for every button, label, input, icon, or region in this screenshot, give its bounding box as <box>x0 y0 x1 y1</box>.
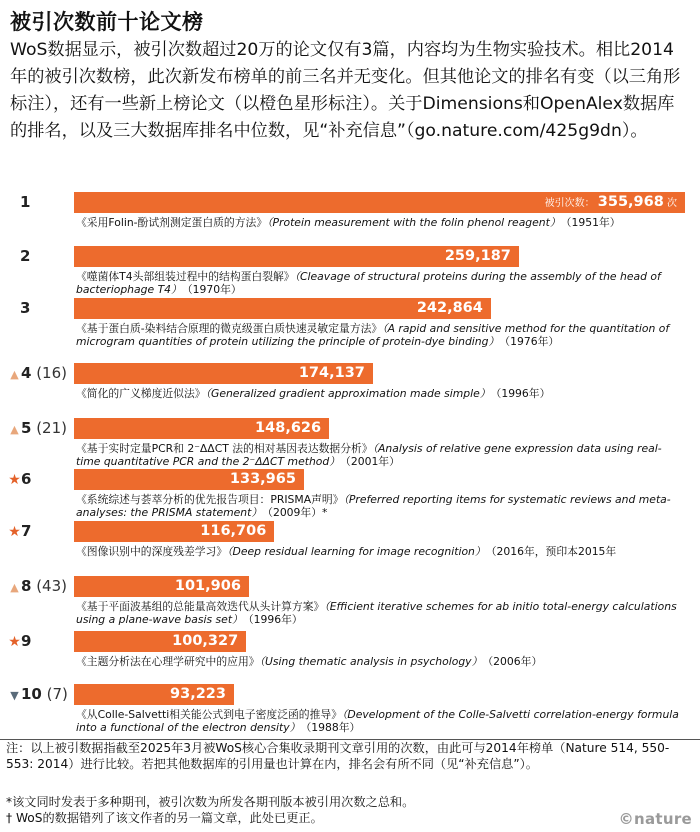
value-label-10: 93,223 <box>170 686 226 702</box>
new-entry-star-icon: ★ <box>8 472 21 488</box>
paper-title-4: 《简化的广义梯度近似法》（Generalized gradient approximation made simple） （1996年） <box>76 387 551 400</box>
paper-title-8: 《基于平面波基组的总能量高效迭代从头计算方案》（Efficient iterative schemes for ab initio total-energy calculations using a plane-wave basis set） （1996年） <box>76 600 677 626</box>
note-dagger: † WoS的数据错列了该文作者的另一篇文章，此处已更正。 <box>6 811 323 825</box>
nature-logo: ©nature <box>618 810 692 828</box>
value-label-2: 259,187 <box>444 248 511 264</box>
paper-title-6: 《系统综述与荟萃分析的优先报告项目：PRISMA声明》（Preferred reporting items for systematic reviews and meta-analyses: the PRISMA statement） （2009年）* <box>76 493 671 519</box>
rank-label-4: ▲ 4 (16) <box>8 364 67 382</box>
rank-label-1: 1 <box>20 193 31 211</box>
paper-title-10: 《从Colle-Salvetti相关能公式到电子密度泛函的推导》（Development of the Colle-Salvetti correlation-energy formula into a functional of the electron density） （1988年） <box>76 708 679 734</box>
rank-up-triangle-icon: ▲ <box>10 581 19 594</box>
bar-rank-8 <box>74 576 249 597</box>
value-label-4: 174,137 <box>298 365 365 381</box>
previous-rank: (21) <box>31 419 67 437</box>
paper-title-5: 《基于实时定量PCR和 2⁻ΔΔCT 法的相对基因表达数据分析》（Analysis of relative gene expression data using real-time quantitative PCR and the 2⁻ΔΔCT method） （2001年） <box>76 442 662 468</box>
paper-title-9: 《主题分析法在心理学研究中的应用》（Using thematic analysis in psychology） （2006年） <box>76 655 543 668</box>
bar-rank-9 <box>74 631 246 652</box>
rank-label-6: ★6 <box>8 470 32 488</box>
rank-down-triangle-icon: ▼ <box>10 689 19 702</box>
rank-label-2: 2 <box>20 247 31 265</box>
value-label-8: 101,906 <box>174 578 241 594</box>
bar-rank-5 <box>74 418 329 439</box>
bar-rank-7 <box>74 521 274 542</box>
value-label-5: 148,626 <box>255 420 322 436</box>
bar-rank-10 <box>74 684 234 705</box>
paper-title-7: 《图像识别中的深度残差学习》（Deep residual learning for image recognition） （2016年，预印本2015年 <box>76 545 617 558</box>
intro-text: WoS数据显示，被引次数超过20万的论文仅有3篇，内容均为生物实验技术。相比2014年的被引次数榜，此次新发布榜单的前三名并无变化。但其他论文的排名有变（以三角形标注），还有一些新上榜论文（以橙色星形标注）。关于Dimensions和OpenAlex数据库的排名，以及三大数据库排名中位数，见“补充信息”（go.nature.com/425g9dn）。 <box>10 40 681 141</box>
bar-rank-2 <box>74 246 519 267</box>
new-entry-star-icon: ★ <box>8 524 21 540</box>
notes-divider <box>0 739 700 740</box>
paper-title-1: 《采用Folin-酚试剂测定蛋白质的方法》（Protein measurement with the folin phenol reagent） （1951年） <box>76 216 621 229</box>
rank-label-9: ★9 <box>8 632 32 650</box>
value-label-1: 被引次数： 355,968 次 <box>544 194 677 210</box>
new-entry-star-icon: ★ <box>8 634 21 650</box>
rank-label-3: 3 <box>20 299 31 317</box>
rank-up-triangle-icon: ▲ <box>10 423 19 436</box>
value-label-6: 133,965 <box>229 471 296 487</box>
bar-rank-3 <box>74 298 491 319</box>
previous-rank: (7) <box>41 685 68 703</box>
paper-title-3: 《基于蛋白质-染料结合原理的微克级蛋白质快速灵敏定量方法》（A rapid and sensitive method for the quantitation of microgram quantities of protein utilizing the principle of protein-dye binding） （1976年） <box>76 322 670 348</box>
rank-label-7: ★7 <box>8 522 32 540</box>
previous-rank: (43) <box>31 577 67 595</box>
rank-label-8: ▲ 8 (43) <box>8 577 67 595</box>
bar-rank-4 <box>74 363 373 384</box>
value-label-9: 100,327 <box>172 633 239 649</box>
bar-rank-1 <box>74 192 685 213</box>
value-label-7: 116,706 <box>200 523 267 539</box>
note-star: *该文同时发表于多种期刊，被引次数为所发各期刊版本被引用次数之总和。 <box>6 795 415 809</box>
paper-title-2: 《噬菌体T4头部组装过程中的结构蛋白裂解》（Cleavage of structural proteins during the assembly of the head of bacteriophage T4） （1970年） <box>76 270 661 296</box>
citation-bar-chart <box>0 184 700 739</box>
rank-up-triangle-icon: ▲ <box>10 368 19 381</box>
previous-rank: (16) <box>31 364 67 382</box>
rank-label-5: ▲ 5 (21) <box>8 419 67 437</box>
note-main: 注：以上被引数据指截至2025年3月被WoS核心合集收录期刊文章引用的次数，由此可与2014年榜单（Nature 514, 550-553: 2014）进行比较。若把其他数据库的引用量也计算在内，排名会有所不同（见“补充信息”）。 <box>6 741 670 771</box>
bar-rank-6 <box>74 469 304 490</box>
value-label-3: 242,864 <box>416 300 483 316</box>
rank-label-10: ▼ 10 (7) <box>8 685 68 703</box>
page-title: 被引次数前十论文榜 <box>10 10 204 34</box>
